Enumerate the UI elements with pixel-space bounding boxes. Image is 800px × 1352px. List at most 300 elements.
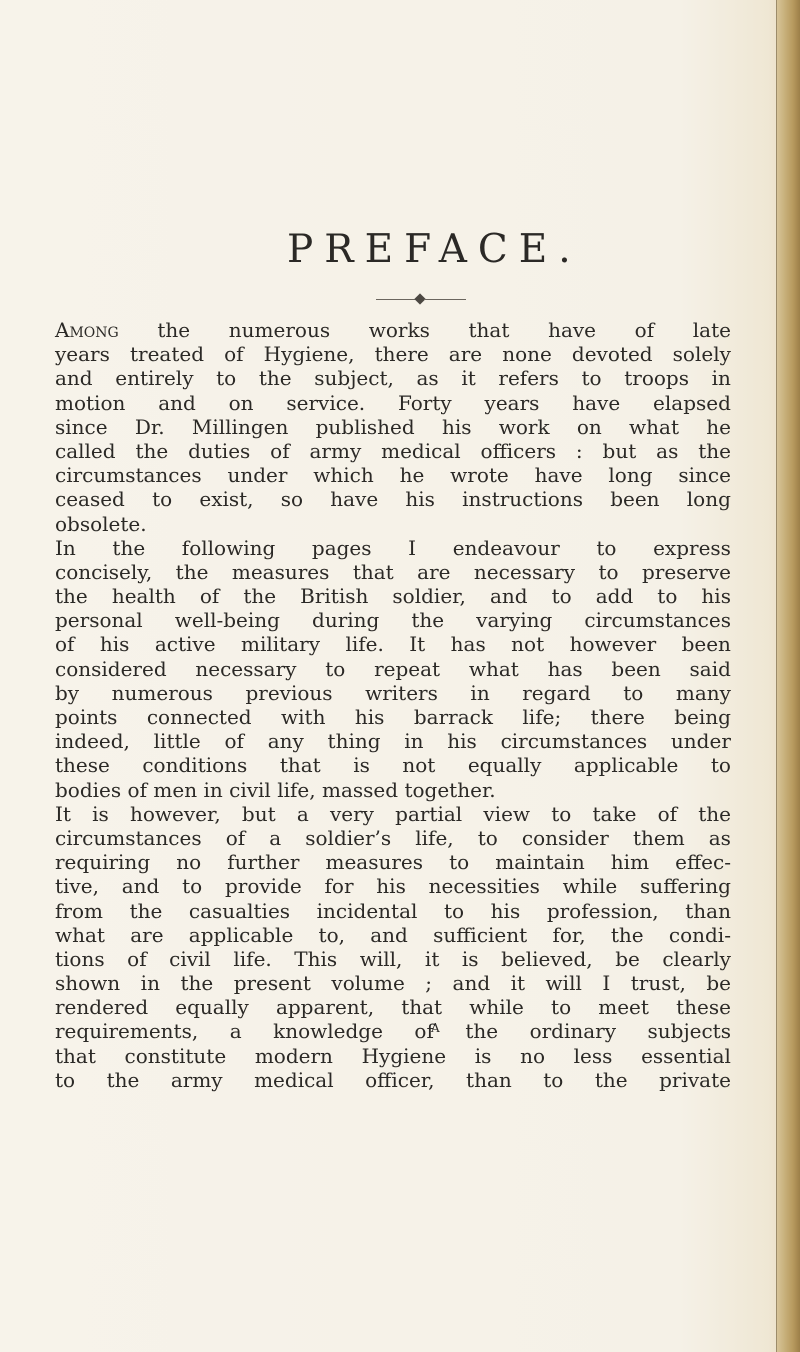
text-line xyxy=(55,439,731,463)
text-word: circumstances xyxy=(55,825,202,850)
text-word: have xyxy=(572,390,621,415)
text-line xyxy=(55,995,731,1019)
text-word: medical xyxy=(254,1067,334,1092)
text-word: knowledge xyxy=(273,1019,383,1044)
text-line xyxy=(55,487,731,511)
text-word: as xyxy=(656,438,679,463)
text-word: measures xyxy=(325,850,424,875)
text-word: not xyxy=(402,753,436,778)
text-word: long xyxy=(608,463,653,488)
text-word: civil xyxy=(169,946,211,971)
text-word: little xyxy=(153,729,201,754)
text-word: the xyxy=(411,608,445,633)
text-line xyxy=(55,342,731,366)
text-word: volume xyxy=(331,971,405,996)
text-word: numerous xyxy=(111,680,213,705)
text-word: profession, xyxy=(546,898,659,923)
text-word: wrote xyxy=(450,463,509,488)
text-word: of xyxy=(127,777,147,802)
text-word: his xyxy=(701,584,731,609)
text-word: a xyxy=(229,1019,242,1044)
text-word: the xyxy=(610,922,644,947)
text-word: I xyxy=(408,535,417,560)
page-edge xyxy=(776,0,800,1352)
text-word: that xyxy=(352,559,394,584)
text-word: concisely, xyxy=(55,559,153,584)
text-word: have xyxy=(548,318,597,342)
text-word: measures xyxy=(231,559,330,584)
text-word: very xyxy=(329,801,374,826)
text-word: there xyxy=(374,342,429,367)
text-word: that xyxy=(401,995,443,1020)
text-word: to xyxy=(216,366,237,391)
text-line xyxy=(55,705,731,729)
text-word: of xyxy=(270,438,290,463)
text-word: that xyxy=(55,1043,96,1068)
text-word: have xyxy=(330,487,379,512)
text-word: together. xyxy=(404,777,496,802)
text-word: army xyxy=(170,1067,223,1092)
text-word: the xyxy=(594,1067,628,1092)
text-word: modern xyxy=(254,1043,333,1068)
text-line xyxy=(55,366,731,390)
text-word: so xyxy=(280,487,304,512)
text-word: numerous xyxy=(228,318,331,342)
text-word: sufficient xyxy=(433,922,528,947)
text-word: writers xyxy=(365,680,438,705)
text-word: necessary xyxy=(473,559,575,584)
text-word: and xyxy=(489,584,528,609)
text-word: these xyxy=(55,753,110,778)
text-word: considered xyxy=(55,656,167,681)
text-word: barrack xyxy=(413,705,493,729)
text-word: under xyxy=(227,463,288,488)
text-word: maintain xyxy=(495,850,585,875)
text-word: tive, xyxy=(55,874,99,899)
text-word: the xyxy=(129,898,163,923)
text-line xyxy=(55,778,731,802)
text-line xyxy=(55,899,731,923)
text-word: in xyxy=(404,729,424,754)
text-word: him xyxy=(610,850,650,875)
ornamental-rule xyxy=(376,294,466,306)
text-word: them xyxy=(632,825,685,850)
text-word: the xyxy=(175,559,209,584)
text-word: of xyxy=(127,946,147,971)
text-word: circumstances xyxy=(500,729,648,754)
text-word: as xyxy=(708,825,731,850)
text-word: effec- xyxy=(675,850,731,875)
text-word: will, xyxy=(359,946,403,971)
text-word: been xyxy=(610,487,660,512)
text-word: said xyxy=(689,656,731,681)
text-word: in xyxy=(140,971,160,996)
text-word: to xyxy=(596,535,617,560)
text-word: repeat xyxy=(374,656,441,681)
text-word: provide xyxy=(224,874,302,899)
text-word: to xyxy=(477,825,498,850)
text-word: entirely xyxy=(115,366,194,391)
text-word: casualties xyxy=(188,898,291,923)
text-word: This xyxy=(294,946,338,971)
text-word: to xyxy=(152,487,173,512)
text-word: ; xyxy=(425,971,433,996)
text-word: Among xyxy=(55,318,119,342)
text-word: is xyxy=(461,946,479,971)
text-word: rendered xyxy=(55,995,149,1020)
text-word: apparent, xyxy=(275,995,375,1020)
text-word: obsolete. xyxy=(55,511,147,536)
text-word: constitute xyxy=(124,1043,227,1068)
text-word: but xyxy=(602,438,637,463)
text-line xyxy=(55,850,731,874)
text-word: soldier, xyxy=(392,584,466,609)
text-word: essential xyxy=(641,1043,731,1068)
text-word: to xyxy=(543,1067,564,1092)
text-line xyxy=(55,729,731,753)
text-word: no xyxy=(520,1043,545,1068)
text-word: that xyxy=(468,318,510,342)
text-word: his xyxy=(99,632,130,657)
signature-mark: A xyxy=(431,1021,441,1035)
text-word: of xyxy=(199,584,220,609)
text-word: there xyxy=(590,705,645,729)
text-word: and xyxy=(121,874,160,899)
text-word: varying xyxy=(476,608,553,633)
text-word: the xyxy=(106,1067,140,1092)
text-word: equally xyxy=(175,995,249,1020)
text-word: is xyxy=(92,801,109,826)
text-word: less xyxy=(573,1043,613,1068)
text-word: is xyxy=(474,1043,492,1068)
text-word: necessary xyxy=(195,656,297,681)
text-word: view xyxy=(483,801,531,826)
text-word: pages xyxy=(311,535,372,560)
text-word: will xyxy=(545,971,582,996)
text-line xyxy=(55,560,731,584)
text-word: to xyxy=(551,995,572,1020)
text-word: of xyxy=(224,342,244,367)
text-word: works xyxy=(368,318,430,342)
text-word: subject, xyxy=(314,366,394,391)
text-word: the xyxy=(112,535,146,560)
text-line xyxy=(55,632,731,656)
text-word: published xyxy=(315,414,415,439)
text-word: ceased xyxy=(55,487,125,512)
text-word: during xyxy=(312,608,380,633)
text-word: the xyxy=(55,584,88,609)
text-word: what xyxy=(468,656,519,681)
text-word: he xyxy=(399,463,425,488)
text-word: solely xyxy=(672,342,731,367)
text-word: the xyxy=(180,971,214,996)
text-word: clearly xyxy=(662,946,731,971)
diamond-ornament-icon xyxy=(414,293,425,304)
text-word: : xyxy=(575,438,583,463)
text-word: incidental xyxy=(316,898,418,923)
text-word: the xyxy=(698,801,731,826)
text-word: to xyxy=(710,753,731,778)
text-word: previous xyxy=(245,680,333,705)
text-word: present xyxy=(233,971,311,996)
text-word: as xyxy=(416,366,439,391)
text-word: of xyxy=(224,729,244,754)
text-word: what xyxy=(629,414,680,439)
text-word: meet xyxy=(598,995,649,1020)
text-word: military xyxy=(241,632,320,657)
text-word: called xyxy=(55,438,116,463)
text-line xyxy=(55,1019,731,1043)
text-word: to xyxy=(444,898,465,923)
text-word: bodies xyxy=(55,777,122,802)
text-word: to xyxy=(598,559,619,584)
text-word: many xyxy=(675,680,731,705)
text-word: a xyxy=(269,825,282,850)
text-word: and xyxy=(55,366,93,391)
text-word: on xyxy=(228,390,254,415)
text-word: which xyxy=(313,463,374,488)
text-word: suffering xyxy=(640,874,731,899)
text-line xyxy=(55,802,731,826)
text-word: years xyxy=(484,390,540,415)
text-word: work xyxy=(498,414,550,439)
text-word: circumstances xyxy=(584,608,731,633)
text-line xyxy=(55,536,731,560)
text-word: conditions xyxy=(142,753,248,778)
text-word: Dr. xyxy=(134,414,165,439)
text-word: men xyxy=(153,777,198,802)
text-word: no xyxy=(176,850,202,875)
text-word: any xyxy=(267,729,304,754)
text-word: been xyxy=(681,632,731,657)
text-word: long xyxy=(686,487,731,512)
text-line xyxy=(55,463,731,487)
text-word: in xyxy=(470,680,490,705)
text-word: subjects xyxy=(647,1019,731,1044)
text-word: treated xyxy=(129,342,205,367)
text-line xyxy=(55,923,731,947)
text-word: of xyxy=(225,825,246,850)
text-word: Hygiene, xyxy=(263,342,355,367)
text-word: tions xyxy=(55,946,105,971)
text-word: civil xyxy=(229,777,271,802)
text-word: of xyxy=(414,1019,434,1044)
text-word: in xyxy=(203,777,223,802)
text-word: applicable xyxy=(188,922,294,947)
text-word: with xyxy=(281,705,326,729)
text-word: thing xyxy=(327,729,381,754)
text-word: a xyxy=(296,801,309,826)
text-word: In xyxy=(55,535,76,560)
text-word: express xyxy=(653,535,731,560)
text-word: to xyxy=(551,801,572,826)
text-word: late xyxy=(692,318,731,342)
text-word: the xyxy=(243,584,277,609)
text-word: while xyxy=(562,874,618,899)
text-word: the xyxy=(258,366,292,391)
text-word: connected xyxy=(146,705,252,729)
text-word: shown xyxy=(55,971,121,996)
text-word: and xyxy=(158,390,196,415)
text-word: to xyxy=(449,850,470,875)
text-word: private xyxy=(659,1067,731,1092)
text-word: his xyxy=(441,414,472,439)
text-word: that xyxy=(279,753,321,778)
text-word: he xyxy=(706,414,731,439)
text-word: not xyxy=(511,632,545,657)
text-word: his xyxy=(405,487,435,512)
text-word: endeavour xyxy=(452,535,560,560)
text-word: be xyxy=(615,946,640,971)
text-word: points xyxy=(55,705,118,729)
text-word: are xyxy=(130,922,164,947)
text-word: indeed, xyxy=(55,729,130,754)
text-word: circumstances xyxy=(55,463,202,488)
text-word: from xyxy=(55,898,103,923)
text-word: of xyxy=(657,801,678,826)
text-word: are xyxy=(417,559,451,584)
text-line xyxy=(55,1068,731,1092)
text-word: it xyxy=(510,971,526,996)
text-word: to xyxy=(182,874,203,899)
text-word: to xyxy=(325,656,346,681)
text-word: it xyxy=(424,946,440,971)
text-word: but xyxy=(241,801,276,826)
text-line xyxy=(55,681,731,705)
text-word: health xyxy=(111,584,176,609)
text-word: devoted xyxy=(571,342,653,367)
text-line xyxy=(55,512,731,536)
text-word: is xyxy=(353,753,370,778)
text-word: to xyxy=(551,584,572,609)
page-title: PREFACE. xyxy=(287,227,582,272)
text-word: It xyxy=(409,632,426,657)
text-word: officers xyxy=(480,438,557,463)
text-word: army xyxy=(309,438,362,463)
text-word: of xyxy=(55,632,75,657)
text-word: to xyxy=(581,366,602,391)
text-word: preserve xyxy=(641,559,731,584)
text-word: life. xyxy=(233,946,272,971)
text-word: requiring xyxy=(55,850,151,875)
text-word: consider xyxy=(521,825,609,850)
text-line xyxy=(55,415,731,439)
text-line xyxy=(55,826,731,850)
text-word: been xyxy=(611,656,661,681)
text-word: in xyxy=(711,366,731,391)
text-word: further xyxy=(227,850,300,875)
text-word: the xyxy=(135,438,169,463)
text-word: to, xyxy=(318,922,345,947)
text-word: life, xyxy=(277,777,316,802)
text-word: condi- xyxy=(668,922,731,947)
text-word: under xyxy=(670,729,731,754)
text-line xyxy=(55,947,731,971)
text-word: for, xyxy=(552,922,586,947)
text-word: add xyxy=(595,584,634,609)
text-word: active xyxy=(154,632,216,657)
text-word: the xyxy=(465,1019,499,1044)
text-word: by xyxy=(55,680,80,705)
text-word: the xyxy=(157,318,191,342)
text-word: his xyxy=(376,874,406,899)
text-word: service. xyxy=(286,390,366,415)
text-word: Hygiene xyxy=(361,1043,447,1068)
text-word: ordinary xyxy=(529,1019,617,1044)
text-word: massed xyxy=(322,777,399,802)
text-word: than xyxy=(466,1067,512,1092)
text-word: I xyxy=(602,971,611,996)
text-word: since xyxy=(678,463,731,488)
text-word: life; xyxy=(522,705,562,729)
text-word: his xyxy=(354,705,385,729)
text-word: it xyxy=(461,366,476,391)
text-word: instructions xyxy=(462,487,583,512)
text-word: since xyxy=(55,414,108,439)
text-word: on xyxy=(576,414,602,439)
text-line xyxy=(55,318,731,342)
text-word: officer, xyxy=(365,1067,435,1092)
text-word: British xyxy=(300,584,369,609)
text-word: and xyxy=(452,971,491,996)
text-word: well-being xyxy=(174,608,280,633)
text-word: believed, xyxy=(501,946,593,971)
text-word: to xyxy=(623,680,644,705)
text-word: exist, xyxy=(199,487,254,512)
text-word: equally xyxy=(467,753,542,778)
text-word: duties xyxy=(188,438,251,463)
text-line xyxy=(55,971,731,995)
text-word: than xyxy=(685,898,731,923)
text-word: requirements, xyxy=(55,1019,199,1044)
text-word: refers xyxy=(498,366,559,391)
text-word: has xyxy=(450,632,486,657)
text-word: his xyxy=(447,729,477,754)
text-line xyxy=(55,608,731,632)
text-word: years xyxy=(55,342,110,367)
text-word: the xyxy=(698,438,731,463)
text-word: take xyxy=(592,801,637,826)
text-word: however, xyxy=(129,801,221,826)
text-word: what xyxy=(55,922,105,947)
text-line xyxy=(55,1044,731,1068)
text-line xyxy=(55,874,731,898)
text-line xyxy=(55,753,731,777)
text-word: while xyxy=(469,995,524,1020)
text-word: these xyxy=(676,995,731,1020)
text-word: trust, xyxy=(630,971,686,996)
text-word: applicable xyxy=(573,753,679,778)
text-word: life. xyxy=(345,632,384,657)
text-line xyxy=(55,657,731,681)
text-word: personal xyxy=(55,608,143,633)
text-word: soldier’s xyxy=(305,825,392,850)
text-word: have xyxy=(534,463,583,488)
text-word: elapsed xyxy=(653,390,731,415)
text-word: for xyxy=(324,874,354,899)
text-word: and xyxy=(370,922,408,947)
text-word: being xyxy=(674,705,731,729)
text-word: however xyxy=(569,632,657,657)
text-word: life, xyxy=(415,825,454,850)
text-word: following xyxy=(181,535,276,560)
text-line xyxy=(55,391,731,415)
text-word: Forty xyxy=(397,390,452,415)
text-word: be xyxy=(706,971,731,996)
text-word: his xyxy=(490,898,521,923)
text-word: are xyxy=(448,342,483,367)
text-word: regard xyxy=(522,680,591,705)
